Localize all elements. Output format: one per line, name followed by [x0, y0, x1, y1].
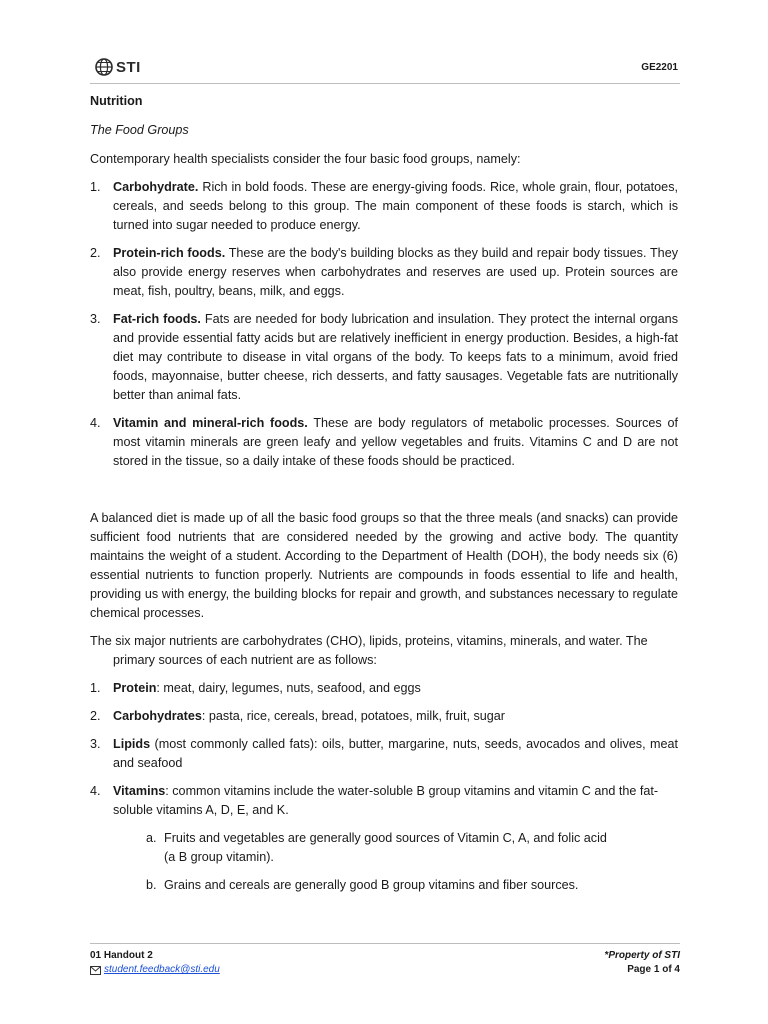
- list-term: Fat-rich foods.: [113, 312, 201, 326]
- list-item: [90, 244, 678, 301]
- list-text: These are the body's building blocks as they build and repair body tissues. They also provide energy reserves when carbohydrates and reserves are used up. Protein sources are meat, fish, poultry, beans, milk, and eggs.: [113, 246, 678, 298]
- nutrients-list: [90, 679, 678, 820]
- sublist-letter: b.: [146, 878, 157, 892]
- envelope-icon: [90, 966, 101, 975]
- list-item: [90, 414, 678, 471]
- list-text: Fats are needed for body lubrication and insulation. They protect the internal organs and provide essential fatty acids but are relatively inefficient in energy production. Besides, a high-fat diet may contribute to disease in vital organs of the body. To keeps fats to a minimum, avoid fried foods, mayonnaise, butter cheese, rich desserts, and fatty sausages. Vegetable fats are nutritionally better than animal fats.: [113, 312, 678, 402]
- list-number: 4.: [90, 416, 101, 430]
- list-item: [90, 707, 678, 726]
- list-number: 3.: [90, 737, 101, 751]
- list-item: [90, 679, 678, 698]
- six-nutrients-line-2: primary sources of each nutrient are as follows:: [113, 653, 377, 667]
- header-divider: [90, 83, 680, 84]
- sublist-text-line-1: Grains and cereals are generally good B group vitamins and fiber sources.: [164, 878, 579, 892]
- list-item: [90, 310, 678, 405]
- six-nutrients-paragraph: [90, 632, 678, 670]
- list-number: 4.: [90, 784, 101, 798]
- food-groups-list: [90, 178, 678, 471]
- footer-divider: [90, 943, 680, 944]
- footer-right: [604, 949, 680, 977]
- document-body: [90, 92, 678, 904]
- vitamin-sublist: [90, 829, 678, 895]
- list-text: Rich in bold foods. These are energy-giving foods. Rice, whole grain, flour, potatoes, cereals, and seeds belong to this group. The main component of these foods is starch, which is turned into sugar needed to produce energy.: [113, 180, 678, 232]
- property-notice: *Property of STI: [604, 950, 680, 961]
- list-item: [90, 735, 678, 773]
- document-title: Nutrition: [90, 94, 143, 108]
- list-term: Vitamin and mineral-rich foods.: [113, 416, 308, 430]
- sti-logo: [94, 56, 141, 78]
- list-text: : pasta, rice, cereals, bread, potatoes, milk, fruit, sugar: [201, 709, 505, 723]
- page-number: Page 1 of 4: [627, 964, 680, 975]
- list-number: 3.: [90, 312, 101, 326]
- list-term: Protein-rich foods.: [113, 246, 226, 260]
- balanced-diet-paragraph: A balanced diet is made up of all the basic food groups so that the three meals (and snacks) can provide sufficient food nutrients that are considered needed by the growing and active body. The quantity maintains the weight of a student. According to the Department of Health (DOH), the body needs six (6) essential nutrients to function properly. Nutrients are compounds in foods essential to life and health, providing us with energy, the building blocks for repair and growth, and substances necessary to regulate chemical processes.: [90, 511, 678, 620]
- page-header: [90, 54, 678, 82]
- six-nutrients-line-1: The six major nutrients are carbohydrates (CHO), lipids, proteins, vitamins, minerals, and water. The: [90, 634, 648, 648]
- list-term: Lipids: [113, 737, 151, 751]
- list-term: Carbohydrate.: [113, 180, 199, 194]
- list-number: 2.: [90, 709, 101, 723]
- list-text: : meat, dairy, legumes, nuts, seafood, and eggs: [156, 681, 421, 695]
- list-text: (most commonly called fats): oils, butter, margarine, nuts, seeds, avocados and olives, meat and seafood: [113, 737, 678, 770]
- list-text: These are body regulators of metabolic processes. Sources of most vitamin minerals are green leafy and yellow vegetables and fruits. Vitamins C and D are not stored in the tissue, so a daily intake of these foods should be practiced.: [113, 416, 678, 468]
- sublist-letter: a.: [146, 831, 157, 845]
- list-term: Protein: [113, 681, 157, 695]
- spacer: [90, 480, 678, 509]
- list-number: 1.: [90, 681, 101, 695]
- list-term: Carbohydrates: [113, 709, 202, 723]
- logo-text: STI: [116, 58, 141, 76]
- handout-label: 01 Handout 2: [90, 950, 153, 961]
- sublist-item: [146, 876, 678, 895]
- sublist-text-line-2: (a B group vitamin).: [164, 850, 274, 864]
- sublist-text-line-1: Fruits and vegetables are generally good sources of Vitamin C, A, and folic acid: [164, 831, 607, 845]
- sti-globe-icon: [94, 57, 114, 77]
- course-code: GE2201: [641, 62, 678, 73]
- sublist-item: [146, 829, 678, 867]
- list-number: 1.: [90, 180, 101, 194]
- email-row: [90, 963, 220, 977]
- list-item: [90, 178, 678, 235]
- list-number: 2.: [90, 246, 101, 260]
- list-item: [90, 782, 678, 820]
- section-subtitle: The Food Groups: [90, 123, 189, 137]
- list-term: Vitamins: [113, 784, 166, 798]
- footer-left: [90, 949, 220, 977]
- list-text: : common vitamins include the water-soluble B group vitamins and vitamin C and the fat-soluble vitamins A, D, E, and K.: [113, 784, 659, 817]
- intro-paragraph: Contemporary health specialists consider the four basic food groups, namely:: [90, 152, 521, 166]
- feedback-email-link[interactable]: student.feedback@sti.edu: [104, 964, 220, 975]
